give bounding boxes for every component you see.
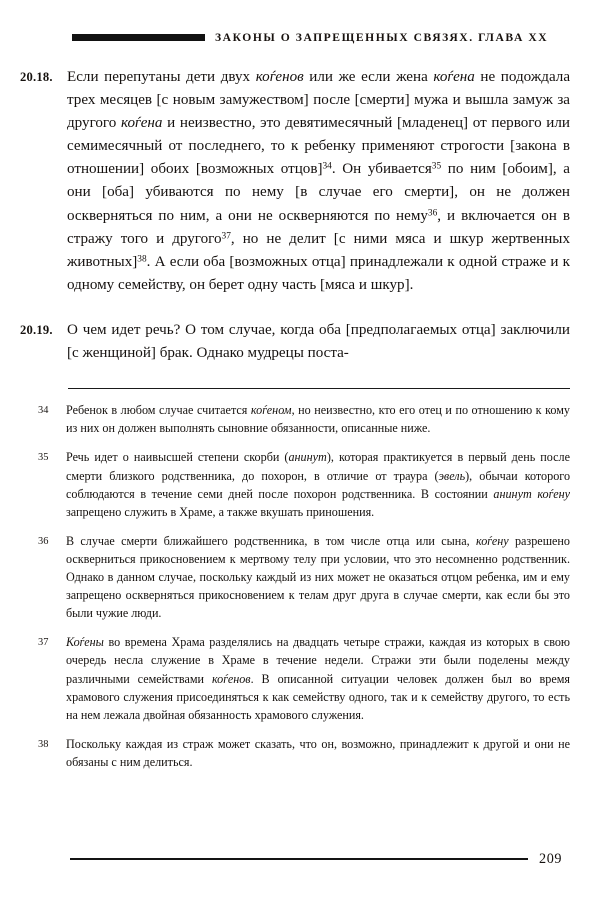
folio-rule [70, 858, 528, 860]
footnote-item [0, 735, 600, 771]
paragraph-number: 20.19. [20, 322, 53, 337]
page-folio [0, 849, 600, 869]
footnote-item [0, 401, 600, 437]
paragraph [0, 66, 600, 297]
footnote-separator-rule [68, 388, 570, 389]
footnote-item [0, 633, 600, 723]
running-head-title: ЗАКОНЫ О ЗАПРЕЩЕННЫХ СВЯЗЯХ. ГЛАВА XX [215, 30, 549, 44]
footnote-item [0, 448, 600, 520]
running-head-rule [72, 34, 205, 41]
footnotes-block [0, 388, 600, 782]
paragraph-body: О чем идет речь? О том случае, когда оба [предполагаемых отца] заключили [с женщиной] брак. Однако мудрецы поста- [67, 321, 570, 362]
footnote-text: В случае смерти ближайшего родственника, в том числе отца или сына, коѓену разрешено оскверниться прикосновением к мертвому телу при условии, что это несомненно родственник. Однако в данном случае, поскольку каждый из них может не оказаться отцом ребенка, им и ему запрещено оскверняться прикосновением к телам друг друга в случае смерти, как если бы это были чужие люди. [66, 533, 570, 621]
footnote-item [0, 532, 600, 622]
running-head [0, 26, 600, 48]
footnote-number: 34 [38, 405, 49, 417]
footnote-text: Коѓены во времена Храма разделялись на двадцать четыре стражи, каждая из которых в свою очередь несла служение в Храме в течение недели. Стражи эти были поделены между различными семействами коѓенов. В описанной ситуации человек должен был во время храмового служения присоединяться к как семейству одного, так и к семейству другого, то есть на нем лежала двойная обязанность храмового служения. [66, 635, 570, 722]
footnote-number: 35 [38, 452, 49, 464]
footnote-number: 38 [38, 738, 49, 750]
paragraph-body: Если перепутаны дети двух коѓенов или же если жена коѓена не подождала трех месяцев [с новым замужеством] после [смерти] мужа и вышла замуж за другого коѓена и неизвестно, это девятимесячный [младенец] от первого или семимесячный от последнего, то к ребенку применяют строгости [закона в отношении] обоих [возможных отцов]$^{34}$. Он убивается$^{35}$ по ним [обоим], а они [оба] убиваются по нему [в случае его смерти], он не должен оскверняться по ним, а они не оскверняются по нему$^{36}$, и включается он в стражу того и другого$^{37}$, но не делит [с ними мяса и шкур жертвенных животных]$^{38}$. А если оба [возможных отца] принадлежали к одной страже и к одному семейству, он берет одну часть [мяса и шкур]. [67, 69, 571, 293]
footnote-number: 36 [38, 535, 49, 547]
paragraph-number: 20.18. [20, 70, 53, 84]
footnote-text: Речь идет о наивысшей степени скорби (анинут), которая практикуется в первый день после смерти близкого родственника, до похорон, в отличие от траура (эвель), обычаи которого соблюдаются в течение семи дней после похорон родственника. В состоянии анинут коѓену запрещено служить в Храме, а также вкушать приношения. [66, 450, 571, 519]
footnote-number: 37 [38, 637, 49, 649]
footnote-text: Поскольку каждая из страж может сказать, что он, возможно, принадлежит к другой и они не обязаны с ним делиться. [66, 736, 570, 769]
footnote-text: Ребенок в любом случае считается коѓеном, но неизвестно, кто его отец и по отношению к кому из них он должен выполнять сыновние обязанности, описанные ниже. [66, 403, 570, 436]
page-number: 209 [539, 850, 563, 867]
body-text-block [0, 66, 600, 387]
paragraph [0, 319, 600, 365]
